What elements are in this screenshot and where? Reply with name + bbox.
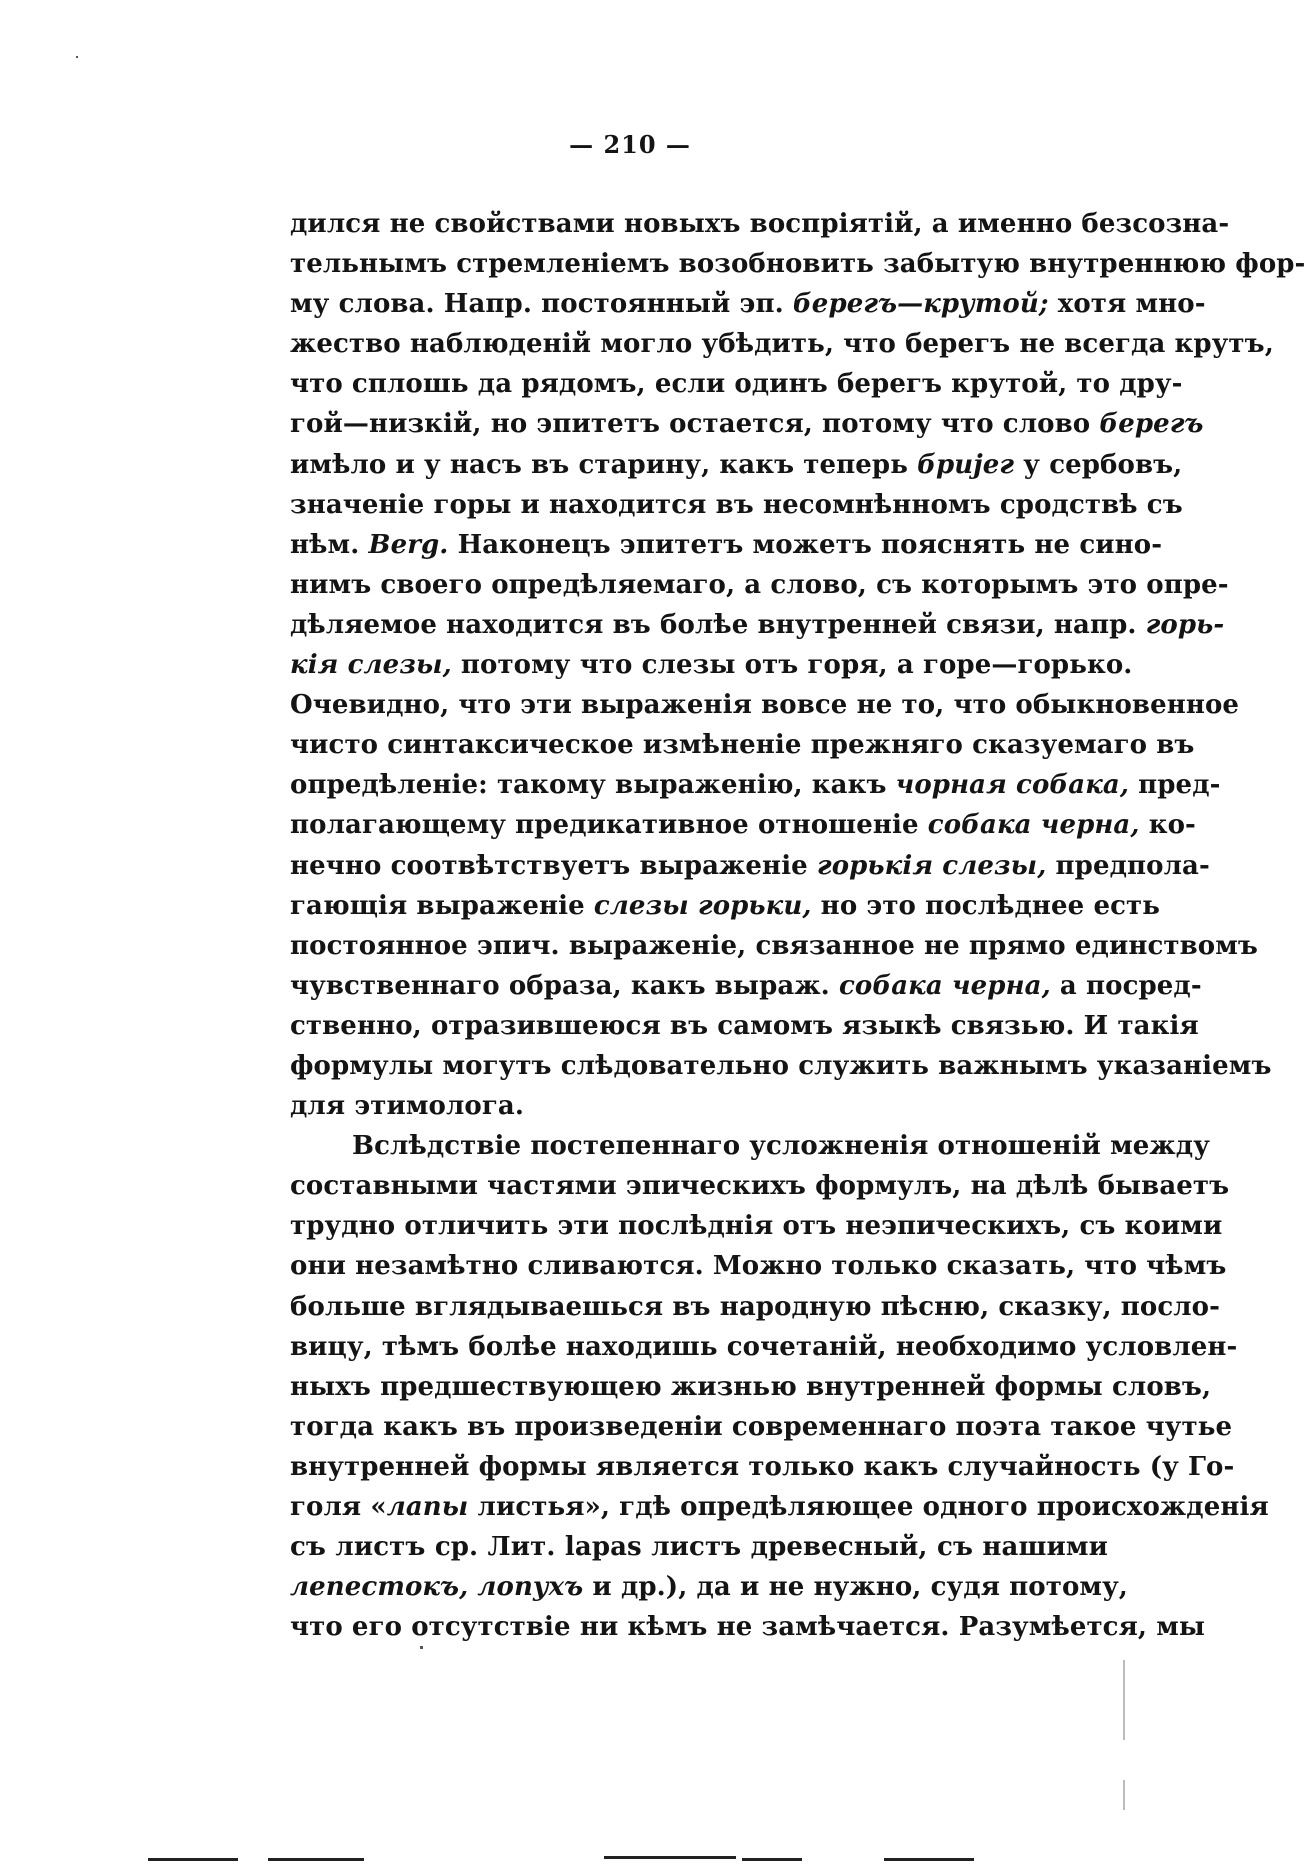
text-run: листья», гдѣ опредѣляющее одного происхожденія xyxy=(468,1492,1269,1522)
text-run: а посред- xyxy=(1050,970,1202,1001)
text-run: больше вглядываешься въ народную пѣсню, сказку, посло- xyxy=(290,1291,1221,1322)
scan-edge-mark xyxy=(1123,1660,1125,1740)
scan-bottom-rule xyxy=(268,1858,364,1861)
text-run: съ листъ ср. Лит. lapas листъ древесный, съ нашими xyxy=(290,1532,1108,1563)
text-line xyxy=(290,565,1229,605)
text-run: чисто синтаксическое измѣненіе прежняго сказуемаго въ xyxy=(290,730,1195,761)
scan-bottom-rule xyxy=(884,1858,974,1861)
text-line xyxy=(290,1327,1238,1367)
text-run: постоянное эпич. выраженіе, связанное не прямо единствомъ xyxy=(290,930,1258,961)
text-line xyxy=(290,284,1206,324)
scan-edge-mark xyxy=(1123,1780,1125,1810)
text-run: имѣло и у насъ въ старину, какъ теперь xyxy=(290,449,918,480)
text-line xyxy=(290,1206,1223,1246)
text-run: ственно, отразившеюся въ самомъ языкѣ связью. И такія xyxy=(290,1010,1199,1041)
text-line xyxy=(290,1006,1199,1046)
text-line xyxy=(290,765,1221,805)
italic-phrase: берегъ—крутой; xyxy=(792,289,1049,320)
text-run: составными частями эпическихъ формулъ, на дѣлѣ бываетъ xyxy=(290,1171,1230,1202)
text-line xyxy=(290,605,1225,645)
text-line xyxy=(290,1246,1227,1286)
text-run: тельнымъ стремленіемъ возобновить забытую внутреннюю фор- xyxy=(290,249,1305,280)
text-run: дѣляемое находится въ болѣе внутренней связи, напр. xyxy=(290,609,1146,640)
text-run: и др.), да и не нужно, судя потому, xyxy=(583,1572,1128,1603)
italic-phrase: чорная собака, xyxy=(895,770,1129,801)
text-line xyxy=(290,685,1240,725)
text-line xyxy=(290,485,1183,525)
text-line xyxy=(290,525,1163,565)
text-line xyxy=(290,1487,1269,1527)
text-run: вицу, тѣмъ болѣе находишь сочетаній, необходимо условлен- xyxy=(290,1331,1238,1362)
text-line xyxy=(290,1046,1272,1086)
text-line xyxy=(290,846,1210,886)
text-line xyxy=(290,204,1230,244)
italic-phrase: Berg. xyxy=(368,529,449,560)
body-text xyxy=(290,204,1305,1647)
text-line xyxy=(290,1407,1233,1447)
scan-bottom-rule xyxy=(742,1858,802,1861)
italic-phrase: бријег xyxy=(917,449,1015,480)
scan-bottom-rule xyxy=(604,1856,736,1859)
text-line xyxy=(290,1086,1108,1126)
italic-phrase: берегъ xyxy=(1099,409,1204,440)
text-line xyxy=(290,244,1305,284)
italic-phrase: собака черна, xyxy=(838,970,1051,1001)
scan-speck xyxy=(76,56,78,58)
text-run: нѣм. xyxy=(290,529,369,560)
text-line xyxy=(290,886,1160,926)
italic-phrase: лапы xyxy=(386,1492,469,1522)
text-run: жество наблюденій могло убѣдить, что берегъ не всегда крутъ, xyxy=(290,329,1274,360)
text-run: внутренней формы является только какъ случайность (у Го- xyxy=(290,1451,1235,1482)
text-run: тогда какъ въ произведеніи современнаго поэта такое чутье xyxy=(290,1411,1233,1442)
text-run: полагающему предикативное отношеніе xyxy=(290,810,928,841)
text-run: нимъ своего опредѣляемаго, а слово, съ которымъ это опре- xyxy=(290,569,1229,600)
text-run: дился не свойствами новыхъ воспріятій, а именно безсозна- xyxy=(290,209,1230,239)
text-run: Вслѣдствіе постепеннаго усложненія отношеній между xyxy=(352,1131,1210,1162)
page-number: — 210 — xyxy=(569,130,691,159)
text-line xyxy=(290,1126,1210,1166)
italic-phrase: собака черна, xyxy=(927,810,1140,841)
text-line xyxy=(290,805,1196,845)
text-run: потому что слезы отъ горя, а горе—горько. xyxy=(451,650,1133,681)
text-line xyxy=(290,1367,1212,1407)
text-line xyxy=(290,404,1204,444)
text-run: что сплошь да рядомъ, если одинъ берегъ крутой, то дру- xyxy=(290,369,1183,400)
text-line xyxy=(290,1607,1206,1647)
italic-phrase: кія слезы, xyxy=(290,650,452,681)
text-run: Наконецъ эпитетъ можетъ пояснять не сино- xyxy=(448,529,1163,560)
text-line xyxy=(290,725,1195,765)
text-line xyxy=(290,645,1133,685)
text-line xyxy=(290,1166,1230,1206)
text-run: они незамѣтно сливаются. Можно только сказать, что чѣмъ xyxy=(290,1251,1227,1282)
scan-speck xyxy=(420,1646,423,1649)
text-run: опредѣленіе: такому выраженію, какъ xyxy=(290,770,896,801)
text-run: гающія выраженіе xyxy=(290,890,594,921)
text-line xyxy=(290,1447,1235,1487)
text-run: чувственнаго образа, какъ выраж. xyxy=(290,970,839,1001)
text-run: у сербовъ, xyxy=(1014,449,1183,480)
italic-phrase: горькія слезы, xyxy=(816,850,1047,881)
text-line xyxy=(290,445,1183,485)
text-run: ныхъ предшествующею жизнью внутренней формы словъ, xyxy=(290,1371,1212,1402)
text-run: что его отсутствіе ни кѣмъ не замѣчается. Разумѣется, мы xyxy=(290,1612,1206,1643)
text-line xyxy=(290,1527,1108,1567)
text-run: хотя мно- xyxy=(1048,289,1206,320)
text-run: но это послѣднее есть xyxy=(811,890,1160,921)
text-run: нечно соотвѣтствуетъ выраженіе xyxy=(290,850,817,881)
text-line xyxy=(290,364,1183,404)
text-run: формулы могутъ слѣдовательно служить важнымъ указаніемъ xyxy=(290,1050,1272,1081)
text-line xyxy=(290,1287,1221,1327)
text-run: трудно отличить эти послѣднія отъ неэпическихъ, съ коими xyxy=(290,1211,1223,1242)
text-line xyxy=(290,926,1258,966)
text-run: для этимолога. xyxy=(290,1091,524,1122)
text-run: голя « xyxy=(290,1492,387,1522)
italic-phrase: горь- xyxy=(1145,609,1225,640)
text-run: пред- xyxy=(1129,770,1221,801)
text-line xyxy=(290,324,1274,364)
text-run: Очевидно, что эти выраженія вовсе не то, что обыкновенное xyxy=(290,690,1240,721)
text-run: ко- xyxy=(1139,810,1196,841)
text-line xyxy=(290,1567,1128,1607)
text-run: значеніе горы и находится въ несомнѣнномъ сродствѣ съ xyxy=(290,489,1183,520)
scan-bottom-rule xyxy=(148,1858,238,1861)
text-run: гой—низкій, но эпитетъ остается, потому что слово xyxy=(290,409,1100,440)
text-run: предпола- xyxy=(1046,850,1210,881)
text-run: му слова. Напр. постоянный эп. xyxy=(290,289,793,320)
italic-phrase: лепестокъ, лопухъ xyxy=(290,1572,584,1603)
text-line xyxy=(290,966,1202,1006)
italic-phrase: слезы горьки, xyxy=(593,890,812,921)
